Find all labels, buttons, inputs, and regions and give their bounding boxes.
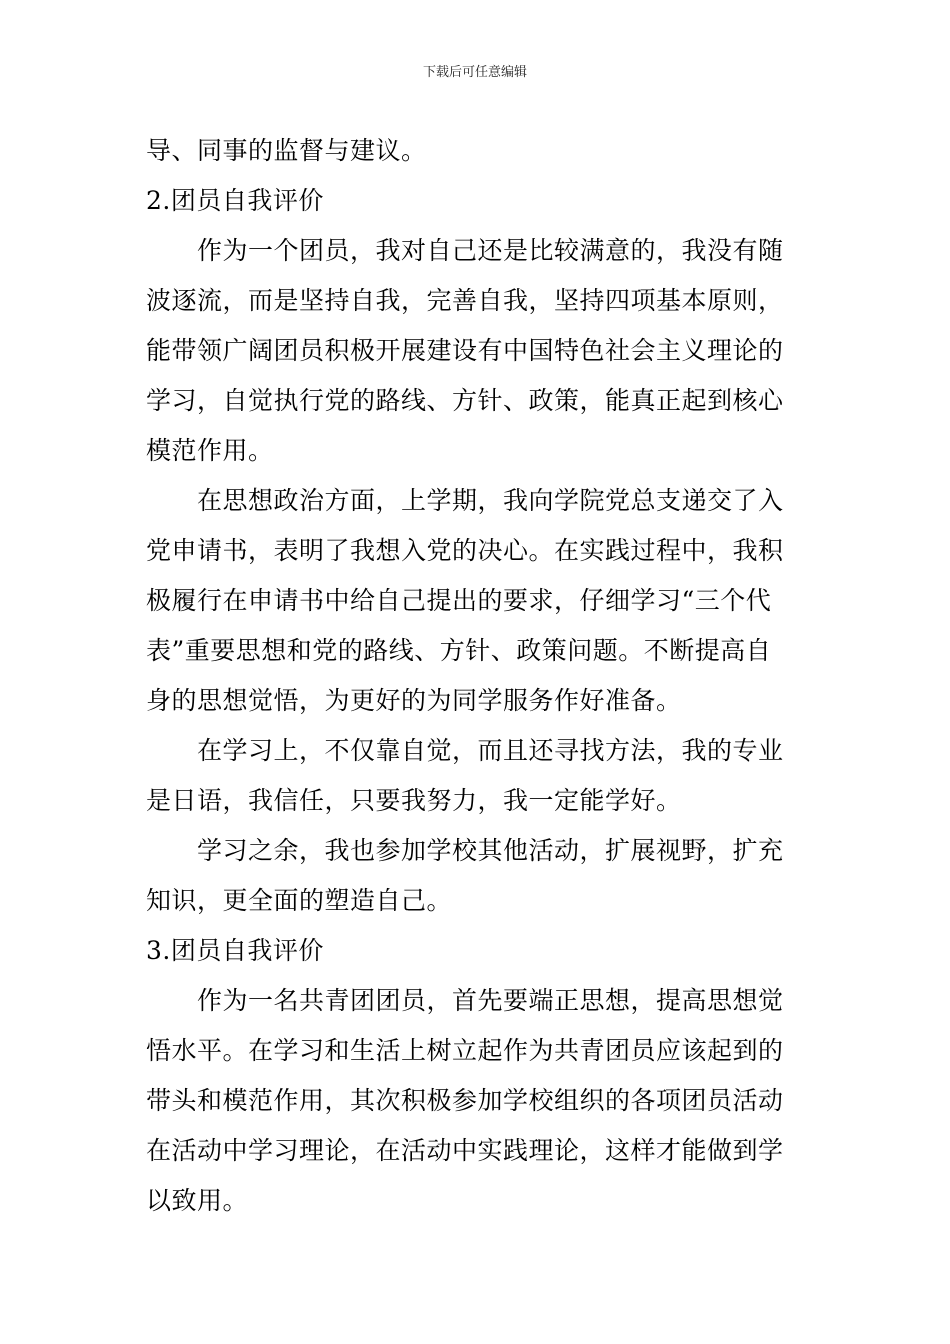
text-line: 以致用。	[146, 1186, 249, 1215]
section-heading: 3.团员自我评价	[146, 936, 324, 965]
text-line: 波逐流，而是坚持自我，完善自我，坚持四项基本原则，	[146, 286, 784, 315]
text-line: 在学习上，不仅靠自觉，而且还寻找方法，我的专业	[197, 736, 784, 765]
text-line: 表”重要思想和党的路线、方针、政策问题。不断提高自	[146, 636, 772, 665]
text-line: 带头和模范作用，其次积极参加学校组织的各项团员活动	[146, 1086, 784, 1115]
section-heading: 2.团员自我评价	[146, 186, 324, 215]
text-line: 悟水平。在学习和生活上树立起作为共青团员应该起到的	[146, 1036, 784, 1065]
text-line: 学习之余，我也参加学校其他活动，扩展视野，扩充	[197, 836, 784, 865]
text-line: 在活动中学习理论，在活动中实践理论，这样才能做到学	[146, 1136, 784, 1165]
text-line: 知识，更全面的塑造自己。	[146, 886, 453, 915]
page-header: 下载后可任意编辑	[422, 65, 527, 80]
text-line: 身的思想觉悟，为更好的为同学服务作好准备。	[146, 686, 682, 715]
document-body	[146, 126, 808, 1226]
text-line: 导、同事的监督与建议。	[146, 136, 427, 165]
text-line: 在思想政治方面，上学期，我向学院党总支递交了入	[197, 486, 784, 515]
text-line: 作为一个团员，我对自己还是比较满意的，我没有随	[197, 236, 784, 265]
text-line: 学习，自觉执行党的路线、方针、政策，能真正起到核心	[146, 386, 784, 415]
text-line: 模范作用。	[146, 436, 274, 465]
text-line: 是日语，我信任，只要我努力，我一定能学好。	[146, 786, 682, 815]
text-line: 作为一名共青团团员，首先要端正思想，提高思想觉	[197, 986, 784, 1015]
text-line: 党申请书，表明了我想入党的决心。在实践过程中，我积	[146, 536, 784, 565]
text-line: 极履行在申请书中给自己提出的要求，仔细学习“三个代	[146, 586, 772, 615]
text-line: 能带领广阔团员积极开展建设有中国特色社会主义理论的	[146, 336, 784, 365]
